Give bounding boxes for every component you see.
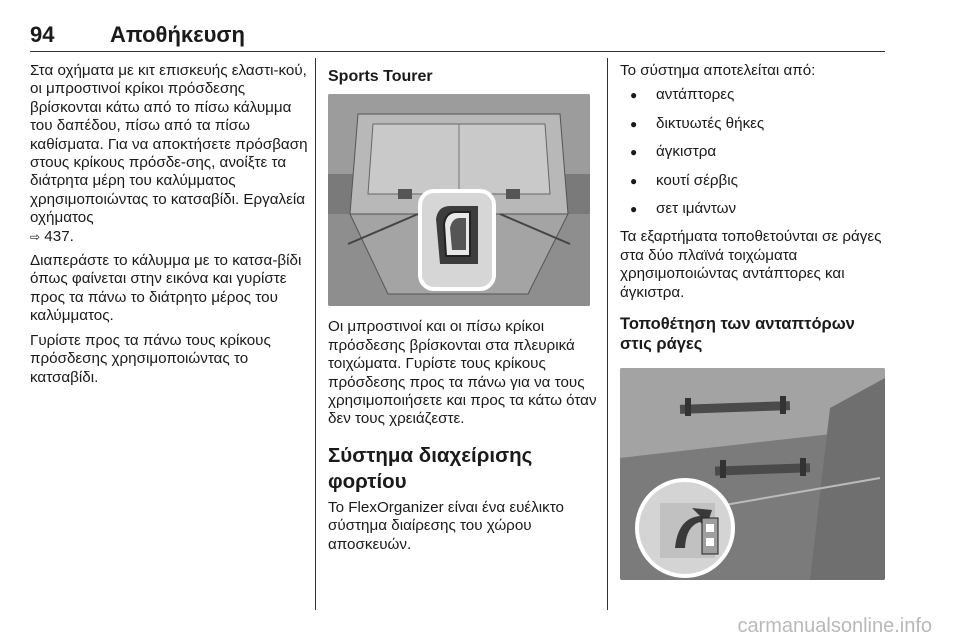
column-left [30,62,310,393]
chapter-title: Αποθήκευση [110,22,245,47]
paragraph: Το σύστημα αποτελείται από: [620,62,816,79]
list-item: ● κουτί σέρβις [620,172,890,190]
column-right [620,62,890,580]
page-header [30,22,885,50]
rail-adapter-figure [620,368,885,580]
figure-caption: Οι μπροστινοί και οι πίσω κρίκοι πρόσδεσης βρίσκονται στα πλευρικά τοιχώματα. Γυρίστε τους κρίκους πρόσδεσης προς τα πάνω για να τους χρησιμοποιήσετε και προς τα κάτω όταν δεν τους χρειάζεστε. [328,318,597,428]
paragraph: Γυρίστε προς τα πάνω τους κρίκους πρόσδεσης χρησιμοποιώντας το κατσαβίδι. [30,331,271,386]
paragraph: Τα εξαρτήματα τοποθετούνται σε ράγες στα δύο πλαϊνά τοιχώματα χρησιμοποιώντας αντάπτορες και άγκιστρα. [620,228,882,301]
page-number: 94 [30,22,55,47]
paragraph-text: Στα οχήματα με κιτ επισκευής ελαστι-κού, οι μπροστινοί κρίκοι πρόσδεσης βρίσκονται κάτω από το πίσω κάλυμμα του δαπέδου, πίσω από τα πίσω καθίσματα. Για να αποκτήσετε πρόσβαση στους κρίκους πρόσδε-σης, ανοίξτε τα διάτρητα μέρη του καλύμματος χρησιμοποιώντας το κατσαβίδι. Εργαλεία οχήματος [30,62,308,227]
subsection-heading: Τοποθέτηση των ανταπτόρων στις ράγες [620,315,855,354]
section-heading: Σύστημα διαχείρισης φορτίου [328,443,533,493]
header-rule [30,51,885,52]
figure-title: Sports Tourer [328,68,433,85]
column-divider [607,58,608,610]
list-item: ● σετ ιμάντων [620,200,890,218]
list-item: ● δικτυωτές θήκες [620,115,890,133]
page-reference[interactable]: 437. [44,227,74,245]
column-middle [328,62,602,560]
list-item: ● άγκιστρα [620,143,890,161]
column-divider [315,58,316,610]
paragraph: Το FlexOrganizer είναι ένα ευέλικτο σύστημα διαίρεσης του χώρου αποσκευών. [328,498,564,553]
watermark: carmanualsonline.info [737,615,932,637]
list-item: ● αντάπτορες [620,86,890,104]
paragraph [30,62,310,246]
paragraph: Διαπεράστε το κάλυμμα με το κατσα-βίδι όπως φαίνεται στην εικόνα και γυρίστε προς τα πάνω το διάτρητο μέρος του καλύμματος. [30,252,302,325]
component-list [620,86,890,218]
trunk-tie-down-figure [328,94,590,306]
arrow-ref-icon: ⇨ [30,229,41,244]
